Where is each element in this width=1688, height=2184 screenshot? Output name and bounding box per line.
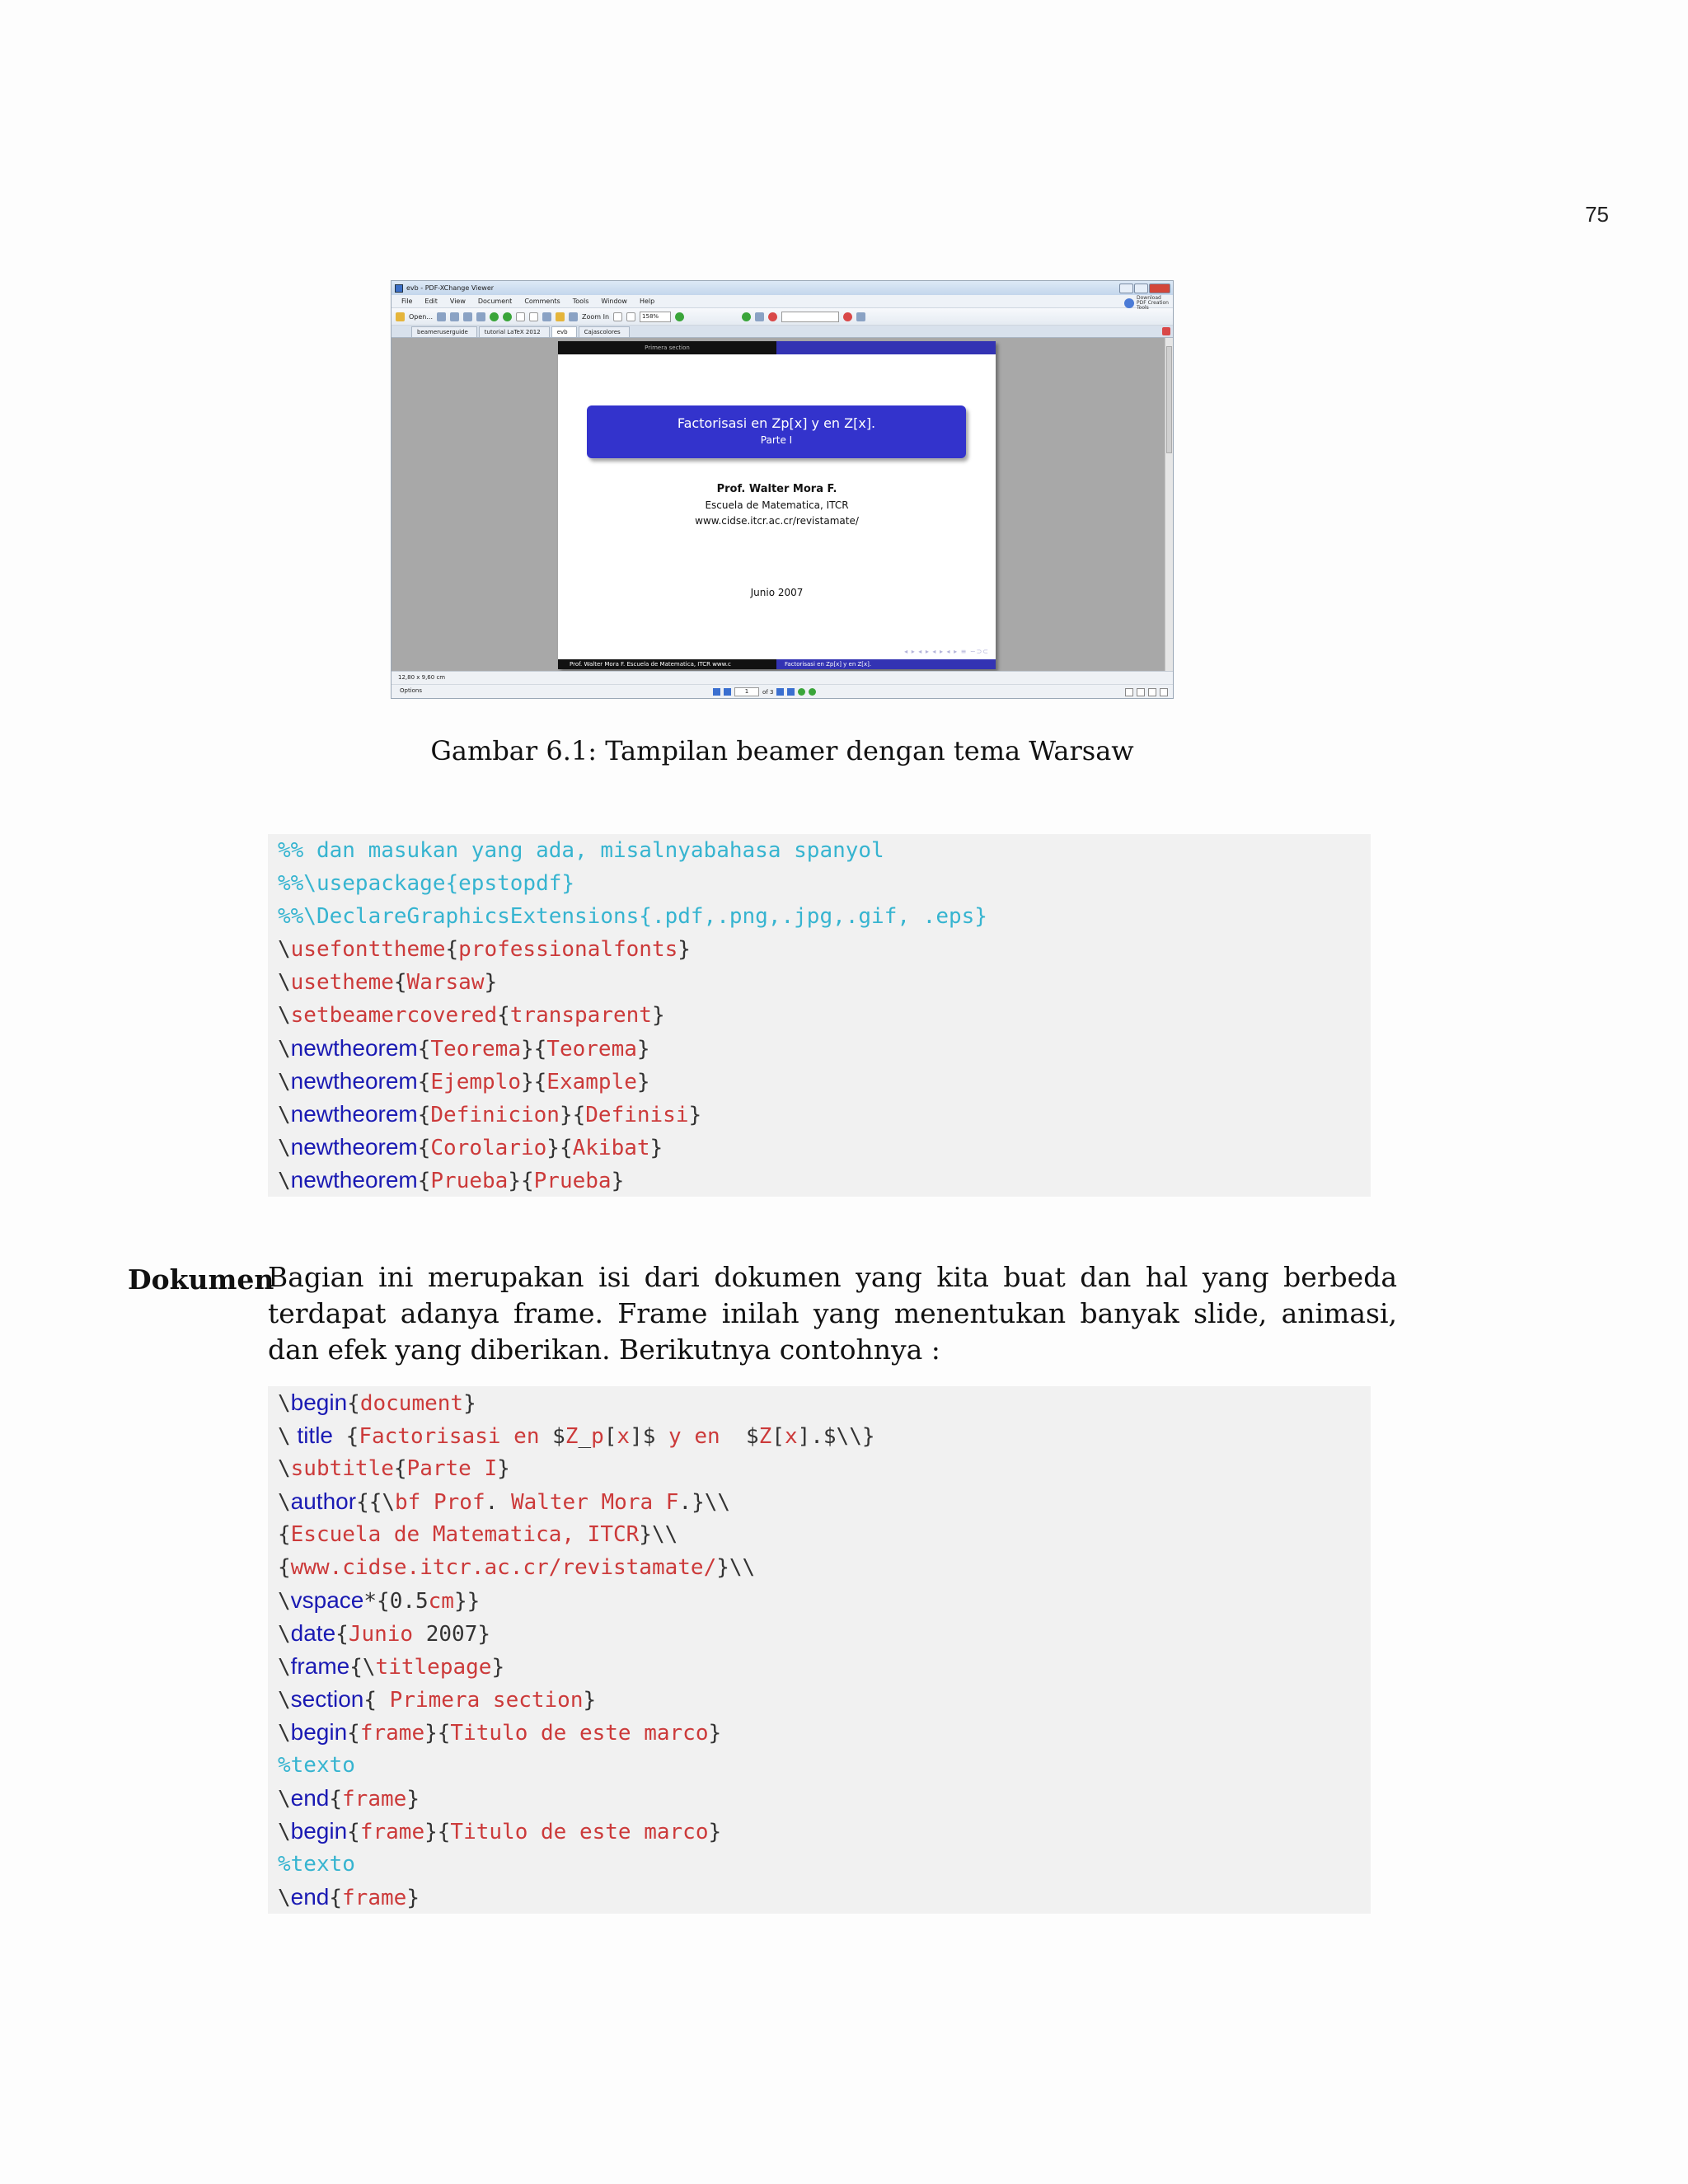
slide-date: Junio 2007 [750, 587, 804, 598]
download-label: Download PDF Creation Tools [1137, 295, 1169, 311]
single-page-icon[interactable] [1125, 688, 1133, 696]
tab-tutorial-latex[interactable]: tutorial LaTeX 2012 [479, 326, 550, 337]
code-arg: Junio [348, 1622, 414, 1647]
zoom-in-button[interactable]: Zoom In [582, 312, 610, 321]
code-arg: frame [359, 1820, 425, 1844]
next-page-icon[interactable] [776, 688, 784, 696]
code-line: \begin{frame}{Titulo de este marco} [278, 1818, 722, 1844]
vertical-scrollbar[interactable] [1165, 338, 1173, 671]
code-line: \begin{document} [278, 1390, 476, 1416]
settings-icon[interactable] [856, 312, 865, 321]
code-command: setbeamercovered [290, 1003, 498, 1028]
last-page-icon[interactable] [787, 688, 795, 696]
code-number: 2007 [425, 1622, 478, 1647]
app-icon [395, 284, 403, 293]
slide-footer-left: Prof. Walter Mora F. Escuela de Matematica, ITCR www.c [558, 659, 776, 669]
slide-section-label: Primera section [558, 341, 776, 354]
code-arg: Teorema [430, 1037, 521, 1062]
slide-header-bar [776, 341, 996, 354]
code-arg: Warsaw [406, 970, 485, 995]
menu-bar [392, 295, 1173, 311]
main-toolbar [392, 308, 1173, 326]
code-keyword: begin [290, 1719, 348, 1745]
code-arg: Corolario [430, 1136, 547, 1160]
menu-view[interactable]: View [449, 298, 466, 305]
page-navigator [713, 687, 816, 696]
code-arg: Prueba [533, 1169, 612, 1193]
code-arg: Example [546, 1070, 637, 1094]
slide-footer-right: Factorisasi en Zp[x] y en Z[x]. [776, 659, 996, 669]
code-keyword: date [290, 1620, 336, 1646]
print-icon[interactable] [450, 312, 459, 321]
menu-document[interactable]: Document [477, 298, 513, 305]
download-tools-link[interactable] [1124, 296, 1170, 311]
code-arg: y en [655, 1424, 734, 1449]
code-arg: frame [342, 1886, 407, 1910]
email-icon[interactable] [463, 312, 472, 321]
code-line: \newtheorem{Definicion}{Definisi} [278, 1101, 702, 1127]
close-button[interactable] [1149, 284, 1170, 293]
slide-url: www.cidse.itcr.ac.cr/revistamate/ [695, 515, 859, 527]
zoom-in-icon[interactable] [569, 312, 578, 321]
menu-edit[interactable]: Edit [424, 298, 438, 305]
beamer-slide [558, 341, 996, 669]
code-keyword: title [290, 1422, 334, 1448]
code-arg: Prueba [430, 1169, 509, 1193]
code-block-document [268, 1386, 1371, 1914]
code-line: %%\DeclareGraphicsExtensions{.pdf,.png,.jpg,.gif, .eps} [278, 904, 987, 929]
code-arg: Definicion [430, 1103, 560, 1127]
prev-view-icon[interactable] [742, 312, 751, 321]
menu-window[interactable]: Window [601, 298, 627, 305]
code-arg: Akibat [572, 1136, 650, 1160]
window-titlebar [392, 281, 1173, 295]
menu-comments[interactable]: Comments [524, 298, 560, 305]
save-icon[interactable] [437, 312, 446, 321]
code-arg: www.cidse.itcr.ac.cr/revistamate/ [290, 1555, 717, 1580]
code-line: %texto [278, 1852, 355, 1877]
slide-author: Prof. Walter Mora F. [716, 483, 837, 495]
code-line: \usefonttheme{professionalfonts} [278, 937, 691, 962]
code-arg: Teorema [546, 1037, 637, 1062]
zoom-level-input[interactable]: 158% [640, 312, 671, 322]
code-number: 0.5 [389, 1589, 429, 1614]
code-command: titlepage [375, 1655, 492, 1680]
stamp-icon[interactable] [768, 312, 777, 321]
code-line: \frame{\titlepage} [278, 1653, 505, 1680]
code-arg: Ejemplo [430, 1070, 521, 1094]
code-keyword: newtheorem [290, 1167, 418, 1193]
code-command: subtitle [290, 1456, 394, 1481]
screenshot-figure [391, 280, 1174, 699]
code-line: %texto [278, 1753, 355, 1778]
slide-footer [558, 659, 996, 669]
body-paragraph: Bagian ini merupakan isi dari dokumen yang kita buat dan hal yang berbeda terdapat adanya frame. Frame inilah yang menentukan banyak slide, animasi, dan efek yang diberikan. Berikutnya contohnya : [268, 1261, 1397, 1366]
menu-tools[interactable]: Tools [572, 298, 589, 305]
navigation-bar [392, 684, 1173, 699]
code-arg: Definisi [585, 1103, 689, 1127]
code-line: \newtheorem{Teorema}{Teorema} [278, 1035, 650, 1062]
undo-icon[interactable] [516, 312, 525, 321]
fit-width-icon[interactable] [626, 312, 635, 321]
code-line: \setbeamercovered{transparent} [278, 1003, 665, 1028]
scrollbar-thumb[interactable] [1166, 346, 1172, 453]
code-line: {www.cidse.itcr.ac.cr/revistamate/}\\ [278, 1555, 756, 1580]
hand-tool-icon[interactable] [476, 312, 485, 321]
page-size-readout: 12,80 x 9,60 cm [398, 674, 446, 681]
redo-icon[interactable] [529, 312, 538, 321]
code-keyword: end [290, 1884, 330, 1910]
comment-icon[interactable] [755, 312, 764, 321]
code-line: \newtheorem{Ejemplo}{Example} [278, 1068, 650, 1094]
slide-title: Factorisasi en Zp[x] y en Z[x]. [677, 415, 876, 431]
code-line: %% dan masukan yang ada, misalnyabahasa spanyol [278, 838, 884, 863]
download-icon [1124, 298, 1134, 308]
minimize-button[interactable] [1119, 284, 1133, 293]
code-line: \end{frame} [278, 1785, 420, 1811]
find-icon[interactable] [843, 312, 852, 321]
snapshot-icon[interactable] [556, 312, 565, 321]
split-view-icon[interactable] [1160, 688, 1168, 696]
code-line: \usetheme{Warsaw} [278, 970, 498, 995]
code-keyword: newtheorem [290, 1101, 418, 1127]
code-keyword: newtheorem [290, 1134, 418, 1160]
code-block-preamble [268, 834, 1371, 1197]
search-input[interactable] [781, 312, 839, 322]
open-folder-icon[interactable] [396, 312, 405, 321]
code-unit: cm [428, 1589, 454, 1614]
window-title: evb - PDF-XChange Viewer [406, 284, 495, 292]
forward-icon[interactable] [503, 312, 512, 321]
code-keyword: author [290, 1488, 357, 1514]
tab-evb[interactable]: evb [551, 326, 577, 337]
zoom-go-icon[interactable] [675, 312, 684, 321]
code-line: \ title {Factorisasi en $Z_p[x]$ y en $Z[x].$\\} [278, 1422, 875, 1449]
go-back-icon[interactable] [798, 688, 805, 696]
slide-title-box [587, 405, 966, 458]
tab-cajascolores[interactable]: Cajascolores [579, 326, 630, 337]
code-arg: document [359, 1391, 464, 1416]
back-icon[interactable] [490, 312, 499, 321]
page-number-input[interactable]: 1 [734, 687, 759, 696]
slide-subtitle: Parte I [760, 434, 793, 446]
close-tab-icon[interactable] [1162, 327, 1170, 335]
code-keyword: vspace [290, 1587, 364, 1613]
first-page-icon[interactable] [713, 688, 720, 696]
code-keyword: frame [290, 1653, 350, 1679]
options-button[interactable]: Options [400, 687, 423, 694]
code-command: usetheme [290, 970, 394, 995]
status-bar [392, 671, 1173, 684]
code-line: \section{ Primera section} [278, 1686, 597, 1713]
beamer-navigation-symbols[interactable]: ◂ ▸ ◂ ▸ ◂ ▸ ◂ ▸ ≡ ∽⊃⊂ [904, 648, 989, 655]
code-arg: professionalfonts [458, 937, 678, 962]
maximize-button[interactable] [1134, 284, 1148, 293]
code-line: \author{{\bf Prof. Walter Mora F.}\\ [278, 1488, 731, 1515]
code-arg: Titulo de este marco [450, 1721, 709, 1746]
slide-institution: Escuela de Matematica, ITCR [705, 499, 849, 511]
code-arg: Factorisasi en [359, 1424, 553, 1449]
page-count: of 3 [762, 688, 774, 696]
code-arg: Parte I [406, 1456, 498, 1481]
continuous-page-icon[interactable] [1137, 688, 1145, 696]
code-line: \newtheorem{Corolario}{Akibat} [278, 1134, 663, 1160]
code-keyword: newtheorem [290, 1068, 418, 1094]
code-keyword: section [290, 1686, 364, 1712]
document-viewer [392, 338, 1173, 671]
prev-page-icon[interactable] [724, 688, 731, 696]
code-line: \date{Junio 2007} [278, 1620, 491, 1647]
code-command: usefonttheme [290, 937, 446, 962]
fit-page-icon[interactable] [613, 312, 622, 321]
menu-file[interactable]: File [401, 298, 413, 305]
code-arg: frame [359, 1721, 425, 1746]
menu-help[interactable]: Help [639, 298, 655, 305]
code-keyword: begin [290, 1818, 348, 1844]
tab-beameruserguide[interactable]: beameruserguide [411, 326, 477, 337]
page-number: 75 [1585, 202, 1609, 227]
code-arg: Primera section [377, 1688, 584, 1713]
code-arg: transparent [509, 1003, 652, 1028]
code-keyword: begin [290, 1390, 348, 1415]
code-keyword: newtheorem [290, 1035, 418, 1061]
code-line: \subtitle{Parte I} [278, 1456, 510, 1481]
code-line: \newtheorem{Prueba}{Prueba} [278, 1167, 625, 1193]
code-line: {Escuela de Matematica, ITCR}\\ [278, 1522, 678, 1547]
slide-header [558, 341, 996, 354]
code-keyword: end [290, 1785, 330, 1811]
code-line: %%\usepackage{epstopdf} [278, 871, 575, 896]
facing-page-icon[interactable] [1148, 688, 1156, 696]
code-line: \end{frame} [278, 1884, 420, 1910]
figure-caption: Gambar 6.1: Tampilan beamer dengan tema Warsaw [430, 735, 1134, 766]
code-arg: Titulo de este marco [450, 1820, 709, 1844]
code-line: \begin{frame}{Titulo de este marco} [278, 1719, 722, 1746]
code-line: \vspace*{0.5cm}} [278, 1587, 481, 1614]
code-arg: frame [342, 1787, 407, 1811]
code-arg: Escuela de Matematica, ITCR [290, 1522, 640, 1547]
document-tabs [392, 326, 1173, 338]
select-tool-icon[interactable] [542, 312, 551, 321]
open-button[interactable]: Open... [409, 312, 433, 321]
section-label: Dokumen [128, 1263, 274, 1296]
go-forward-icon[interactable] [809, 688, 816, 696]
